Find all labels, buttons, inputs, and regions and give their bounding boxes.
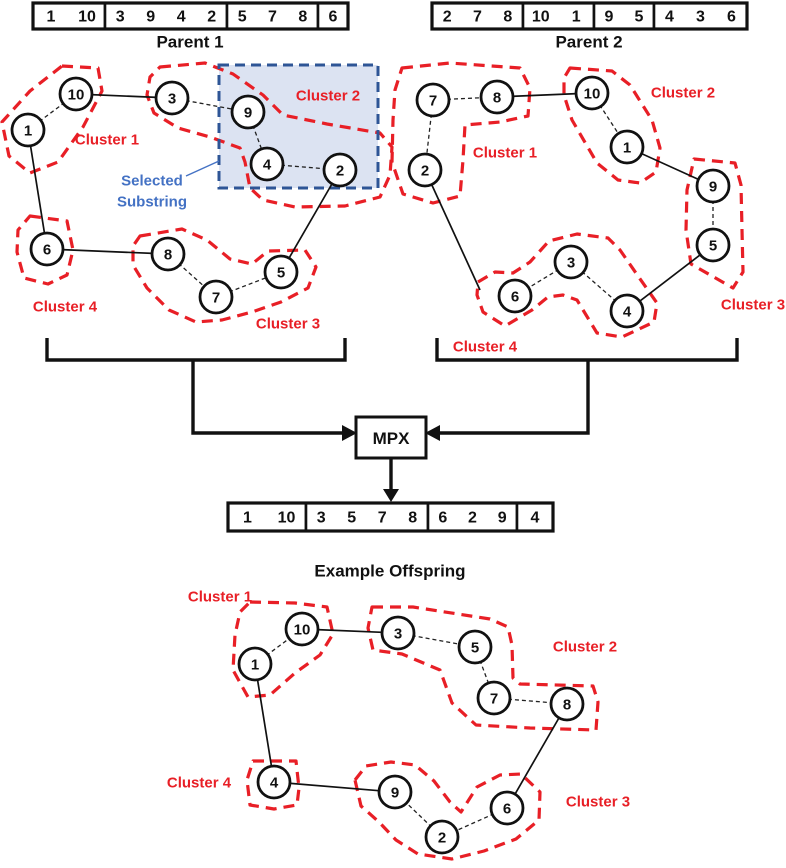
offspring-graph-cluster-2-label: Cluster 2	[552, 638, 618, 656]
parent2-graph-node-label-3: 3	[566, 254, 576, 272]
parent2-sequence-cell: 9	[604, 8, 614, 26]
parent1-graph-node-label-5: 5	[276, 264, 286, 282]
parent2-sequence-group-3	[594, 3, 654, 29]
parent2-graph-node-label-4: 4	[622, 303, 632, 321]
parent2-sequence-cell: 10	[531, 8, 550, 26]
selected-substring-label-line1: Selected	[121, 172, 183, 190]
parent1-sequence-cell: 4	[176, 8, 186, 26]
parent2-graph-node-label-8: 8	[492, 89, 502, 107]
parent1-sequence-cell: 3	[115, 8, 125, 26]
offspring-sequence-cell: 2	[468, 509, 477, 527]
parent2-sequence-cell: 5	[634, 8, 644, 26]
parent1-graph-node-label-1: 1	[23, 122, 33, 140]
offspring-graph-node-label-6: 6	[502, 800, 512, 818]
parent1-graph-node-label-3: 3	[167, 90, 177, 108]
offspring-graph-node-label-1: 1	[250, 656, 260, 674]
parent1-sequence-cell: 7	[268, 8, 277, 26]
offspring-sequence-cell: 5	[347, 509, 357, 527]
parent2-graph-cluster-1-label: Cluster 1	[472, 144, 538, 162]
parent2-sequence-cell: 6	[727, 8, 736, 26]
offspring-graph-node-label-9: 9	[390, 784, 400, 802]
offspring-sequence-cell: 10	[277, 509, 296, 527]
offspring-graph-node-label-8: 8	[562, 696, 572, 714]
parent2-sequence-cell: 3	[696, 8, 705, 26]
parent1-sequence-title: Parent 1	[156, 32, 224, 52]
parent1-graph-node-label-8: 8	[163, 246, 173, 264]
parent2-graph-node-label-5: 5	[708, 237, 718, 255]
offspring-sequence-cell: 7	[377, 509, 387, 527]
offspring-sequence-cell: 1	[243, 509, 252, 527]
parent1-sequence-cell: 10	[78, 8, 96, 26]
offspring-sequence-title: Example Offspring	[314, 561, 466, 581]
offspring-sequence-cell: 6	[438, 509, 448, 527]
parent1-graph-node-label-6: 6	[42, 241, 52, 259]
mpx-label: MPX	[372, 429, 410, 448]
offspring-sequence-cell: 3	[316, 509, 326, 527]
parent1-sequence-cell: 1	[46, 8, 56, 26]
parent2-graph-node-label-10: 10	[583, 85, 601, 103]
parent1-sequence-cell: 8	[298, 8, 308, 26]
parent1-graph-node-label-4: 4	[262, 156, 272, 174]
parent1-sequence-cell: 6	[328, 8, 338, 26]
selected-substring-label-line2: Substring	[117, 193, 187, 211]
parent2-sequence-cell: 2	[442, 8, 452, 26]
parent2-graph-node-label-6: 6	[510, 288, 520, 306]
parent2-sequence-title: Parent 2	[555, 32, 623, 52]
parent1-sequence-cell: 9	[146, 8, 156, 26]
parent2-graph-cluster-2-label: Cluster 2	[650, 84, 716, 102]
offspring-sequence-cell: 9	[497, 509, 507, 527]
parent1-graph-cluster-4-label: Cluster 4	[32, 298, 98, 316]
parent2-sequence-cell: 8	[503, 8, 513, 26]
offspring-graph-cluster-1-label: Cluster 1	[187, 588, 253, 606]
parent2-graph-cluster-3-label: Cluster 3	[720, 296, 786, 314]
parent2-graph-node-label-9: 9	[708, 178, 718, 196]
parent2-graph-node-label-2: 2	[420, 162, 430, 180]
parent1-sequence-cell: 2	[207, 8, 217, 26]
parent1-graph-cluster-3-label: Cluster 3	[255, 315, 321, 333]
parent2-graph-cluster-4-label: Cluster 4	[452, 338, 518, 356]
offspring-graph-node-label-5: 5	[470, 639, 480, 657]
offspring-graph-cluster-3-label: Cluster 3	[565, 793, 631, 811]
parent1-graph-cluster-2-label: Cluster 2	[295, 87, 361, 105]
parent2-sequence-cell: 1	[571, 8, 581, 26]
offspring-graph-node-label-4: 4	[269, 774, 279, 792]
parent1-graph-cluster-1-label: Cluster 1	[74, 131, 140, 149]
offspring-sequence-cell: 8	[408, 509, 418, 527]
offspring-sequence-cell: 4	[530, 509, 540, 527]
parent2-sequence-cell: 7	[473, 8, 482, 26]
parent2-graph-node-label-1: 1	[622, 139, 632, 157]
parent1-graph-node-label-10: 10	[67, 86, 85, 104]
parent2-sequence-cell: 4	[665, 8, 674, 26]
offspring-graph-node-label-10: 10	[293, 621, 311, 639]
parent1-graph-node-label-2: 2	[335, 162, 345, 180]
parent1-sequence-cell: 5	[237, 8, 247, 26]
parent2-graph-node-label-7: 7	[428, 92, 438, 110]
offspring-graph-node-label-2: 2	[437, 829, 447, 847]
offspring-graph-cluster-4-label: Cluster 4	[166, 774, 232, 792]
parent1-graph-node-label-7: 7	[211, 289, 221, 307]
parent1-graph-node-label-9: 9	[243, 104, 253, 122]
offspring-graph-node-label-7: 7	[489, 690, 499, 708]
offspring-graph-node-label-3: 3	[393, 625, 403, 643]
